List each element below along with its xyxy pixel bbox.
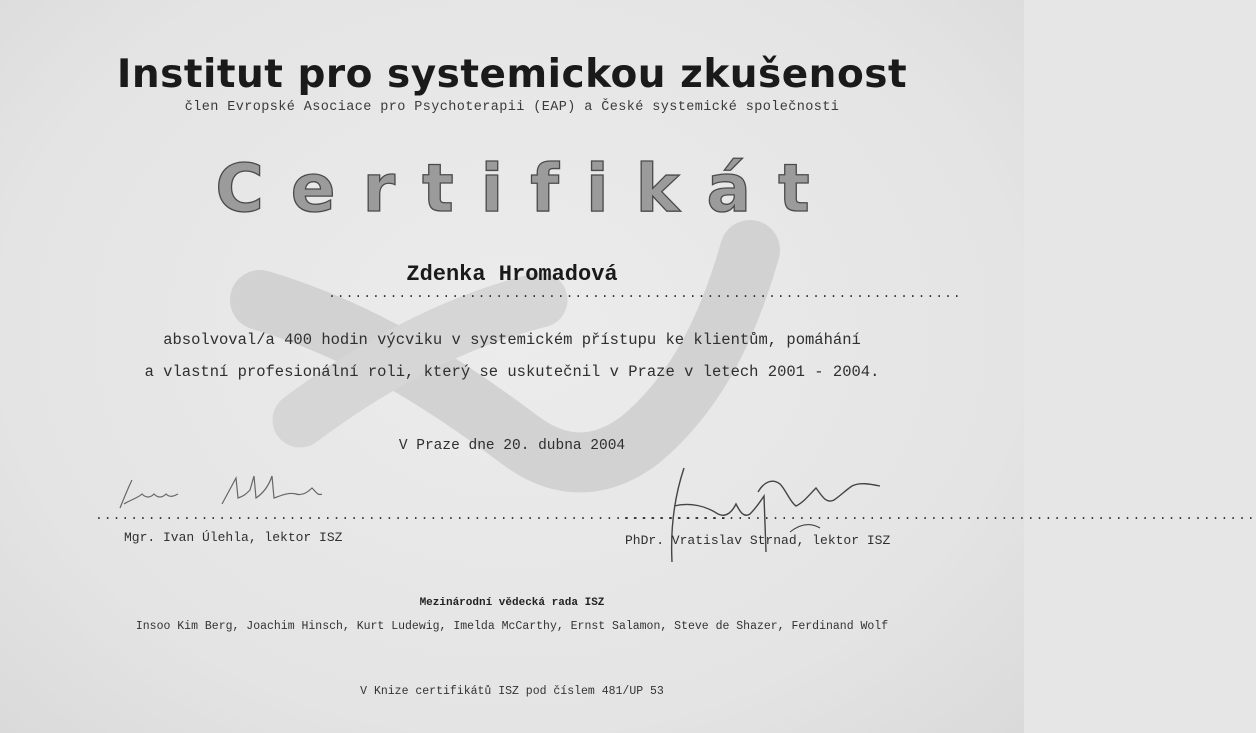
register-note: V Knize certifikátů ISZ pod číslem 481/UP 53 (360, 685, 664, 698)
signature-right-line: ........................................................................ (622, 508, 1256, 523)
board-members: Insoo Kim Berg, Joachim Hinsch, Kurt Ludewig, Imelda McCarthy, Ernst Salamon, Steve de Shazer, Ferdinand Wolf (135, 620, 889, 633)
membership-subtitle: člen Evropské Asociace pro Psychoterapii (EAP) a České systemické společnosti (184, 100, 840, 115)
statement-line-1: absolvoval/a 400 hodin výcviku v systemickém přístupu ke klientům, pomáhání (163, 331, 861, 349)
place-date: V Praze dne 20. dubna 2004 (398, 438, 626, 454)
signatory-right-name: PhDr. Vratislav Strnad, lektor ISZ (625, 533, 891, 548)
signature-left-line: ........................................................................ (95, 508, 729, 523)
signatory-left-name: Mgr. Ivan Úlehla, lektor ISZ (124, 530, 343, 545)
institute-name: Institut pro systemickou zkušenost (116, 52, 908, 97)
certificate-title: Certifikát (215, 150, 837, 227)
statement-line-2: a vlastní profesionální roli, který se uskutečnil v Praze v letech 2001 - 2004. (144, 363, 880, 381)
recipient-name: Zdenka Hromadová (406, 262, 618, 287)
recipient-dotted-line: ........................................................................ (328, 286, 962, 301)
board-title: Mezinárodní vědecká rada ISZ (419, 597, 605, 609)
